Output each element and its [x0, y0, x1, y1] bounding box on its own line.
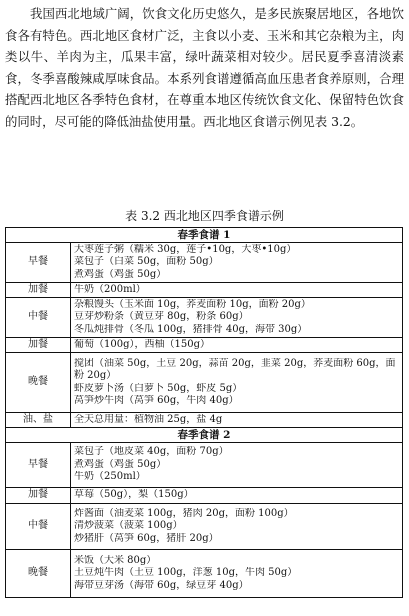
meal-label: 早餐	[6, 243, 71, 283]
table-caption: 表 3.2 西北地区四季食谱示例	[125, 209, 284, 223]
table-row	[6, 550, 403, 598]
table-row	[6, 504, 403, 550]
menu-item: 煮鸡蛋（鸡蛋 50g）	[74, 268, 167, 280]
meal-label: 中餐	[6, 298, 71, 338]
table-row	[6, 488, 403, 504]
meal-label: 油、盐	[6, 413, 71, 428]
menu-item: 葡萄（100g），西柚（150g）	[74, 338, 210, 350]
menu-item: 海带豆芽汤（海带 60g，绿豆芽 40g）	[74, 579, 249, 591]
section-title-spring-2: 春季食谱 2	[6, 428, 403, 443]
menu-item: 豆芽炒粉条（黄豆芽 80g，粉条 60g）	[74, 311, 249, 323]
table-row	[6, 243, 403, 283]
menu-item: 菜包子（地皮菜 40g，面粉 70g）	[74, 446, 229, 458]
menu-item: 莴笋炒牛肉（莴笋 60g，牛肉 40g）	[74, 394, 239, 406]
menu-item: 牛奶（200ml）	[74, 283, 146, 295]
meal-label: 中餐	[6, 504, 71, 550]
menu-table	[5, 227, 403, 598]
table-row	[6, 413, 403, 428]
menu-item: 冬瓜炖排骨（冬瓜 100g，猪排骨 40g，海带 30g）	[74, 323, 308, 335]
meal-label: 早餐	[6, 443, 71, 488]
menu-item: 土豆炖牛肉（土豆 100g，洋葱 10g，牛肉 50g）	[74, 567, 298, 579]
table-row	[6, 228, 403, 243]
menu-item: 米饭（大米 80g）	[74, 554, 157, 566]
meal-label: 加餐	[6, 488, 71, 504]
table-row	[6, 353, 403, 413]
table-row	[6, 283, 403, 298]
menu-item: 炸酱面（油麦菜 100g，猪肉 20g，面粉 100g）	[74, 507, 294, 519]
menu-item: 大枣莲子粥（糯米 30g，莲子•10g，大枣•10g）	[74, 243, 297, 255]
menu-item: 虾皮萝卜汤（白萝卜 50g，虾皮 5g）	[74, 382, 243, 394]
meal-label: 加餐	[6, 338, 71, 353]
menu-item: 草莓（50g），梨（150g）	[74, 489, 194, 501]
table-row	[6, 428, 403, 443]
menu-item: 煮鸡蛋（鸡蛋 50g）	[74, 458, 167, 470]
menu-item: 搅团（油菜 50g，土豆 20g，蒜苗 20g，韭菜 20g，荞麦面粉 60g，面粉 20g）	[74, 357, 396, 382]
menu-item: 全天总用量：植物油 25g，盐 4g	[74, 413, 223, 425]
meal-label: 加餐	[6, 283, 71, 298]
section-title-spring-1: 春季食谱 1	[6, 228, 403, 243]
meal-items	[71, 243, 403, 283]
meal-label: 晚餐	[6, 353, 71, 413]
meal-label: 晚餐	[6, 550, 71, 598]
menu-item: 杂粮馒头（玉米面 10g，荞麦面粉 10g，面粉 20g）	[74, 298, 311, 310]
table-row	[6, 338, 403, 353]
intro-paragraph: 我国西北地域广阔，饮食文化历史悠久，是多民族聚居地区，各地饮食各有特色。西北地区食材广泛，主食以小麦、玉米和其它杂粮为主，肉类以牛、羊肉为主，瓜果丰富，绿叶蔬菜相对较少。居民夏季喜清淡素食，冬季喜酸辣咸厚味食品。本系列食谱遵循高血压患者食养原则，合理搭配西北地区各季特色食材，在尊重本地区传统饮食文化、保留特色饮食的同时，尽可能的降低油盐使用量。西北地区食谱示例见表 3.2。	[5, 6, 404, 129]
menu-item: 牛奶（250ml）	[74, 471, 146, 483]
menu-item: 炒猪肝（莴笋 60g，猪肝 20g）	[74, 532, 219, 544]
table-row	[6, 298, 403, 338]
table-row	[6, 443, 403, 488]
menu-item: 清炒菠菜（菠菜 100g）	[74, 520, 183, 532]
menu-item: 菜包子（白菜 50g，面粉 50g）	[74, 256, 219, 268]
